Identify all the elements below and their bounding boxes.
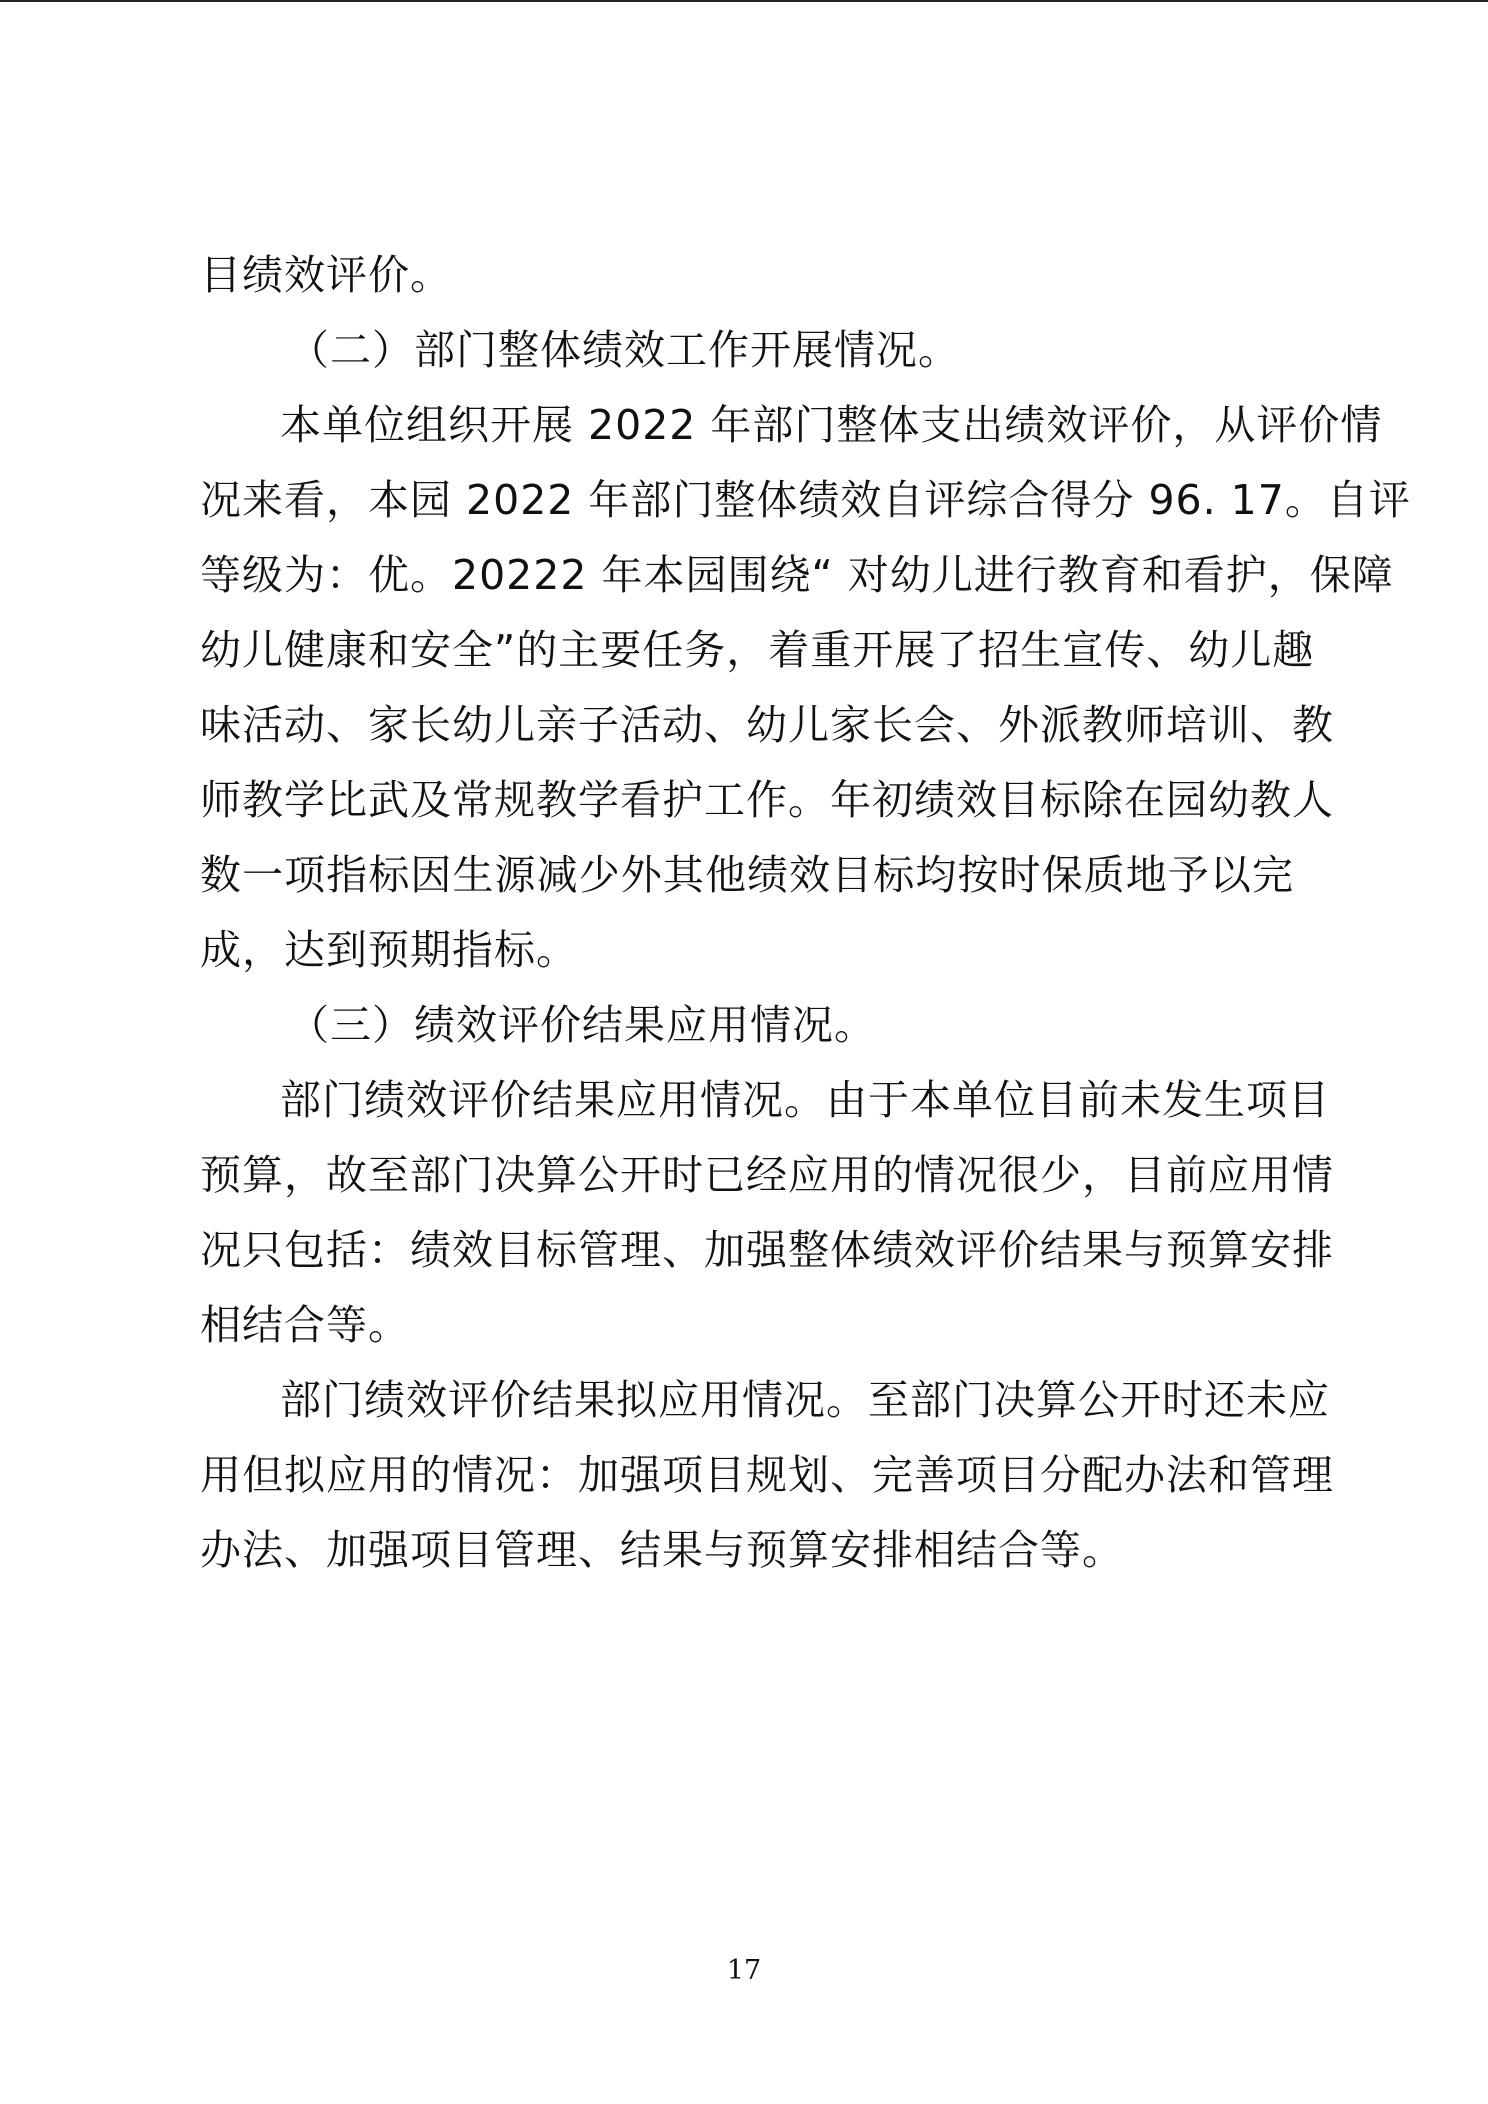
body-line: 部门绩效评价结果拟应用情况。至部门决算公开时还未应 <box>280 1376 1330 1424</box>
body-line: 幼儿健康和安全”的主要任务，着重开展了招生宣传、幼儿趣 <box>200 626 1315 674</box>
body-line: 本单位组织开展 2022 年部门整体支出绩效评价，从评价情 <box>280 401 1383 449</box>
section-heading-2: （二）部门整体绩效工作开展情况。 <box>288 326 960 374</box>
body-line: 师教学比武及常规教学看护工作。年初绩效目标除在园幼教人 <box>200 776 1334 824</box>
body-line: 况来看，本园 2022 年部门整体绩效自评综合得分 96. 17。自评 <box>200 476 1411 524</box>
body-line: 目绩效评价。 <box>200 251 452 299</box>
section-heading-3: （三）绩效评价结果应用情况。 <box>288 1001 876 1049</box>
body-line: 相结合等。 <box>200 1301 410 1349</box>
body-line: 用但拟应用的情况：加强项目规划、完善项目分配办法和管理 <box>200 1451 1334 1499</box>
body-line: 味活动、家长幼儿亲子活动、幼儿家长会、外派教师培训、教 <box>200 701 1334 749</box>
body-line: 预算，故至部门决算公开时已经应用的情况很少，目前应用情 <box>200 1151 1334 1199</box>
body-line: 数一项指标因生源减少外其他绩效目标均按时保质地予以完 <box>200 851 1294 899</box>
body-line: 等级为：优。20222 年本园围绕“ 对幼儿进行教育和看护，保障 <box>200 551 1394 599</box>
body-line: 成，达到预期指标。 <box>200 926 578 974</box>
page-number: 17 <box>726 1955 762 1986</box>
page-top-border <box>0 0 1488 2</box>
body-line: 况只包括：绩效目标管理、加强整体绩效评价结果与预算安排 <box>200 1226 1334 1274</box>
body-line: 办法、加强项目管理、结果与预算安排相结合等。 <box>200 1526 1124 1574</box>
body-line: 部门绩效评价结果应用情况。由于本单位目前未发生项目 <box>280 1076 1330 1124</box>
